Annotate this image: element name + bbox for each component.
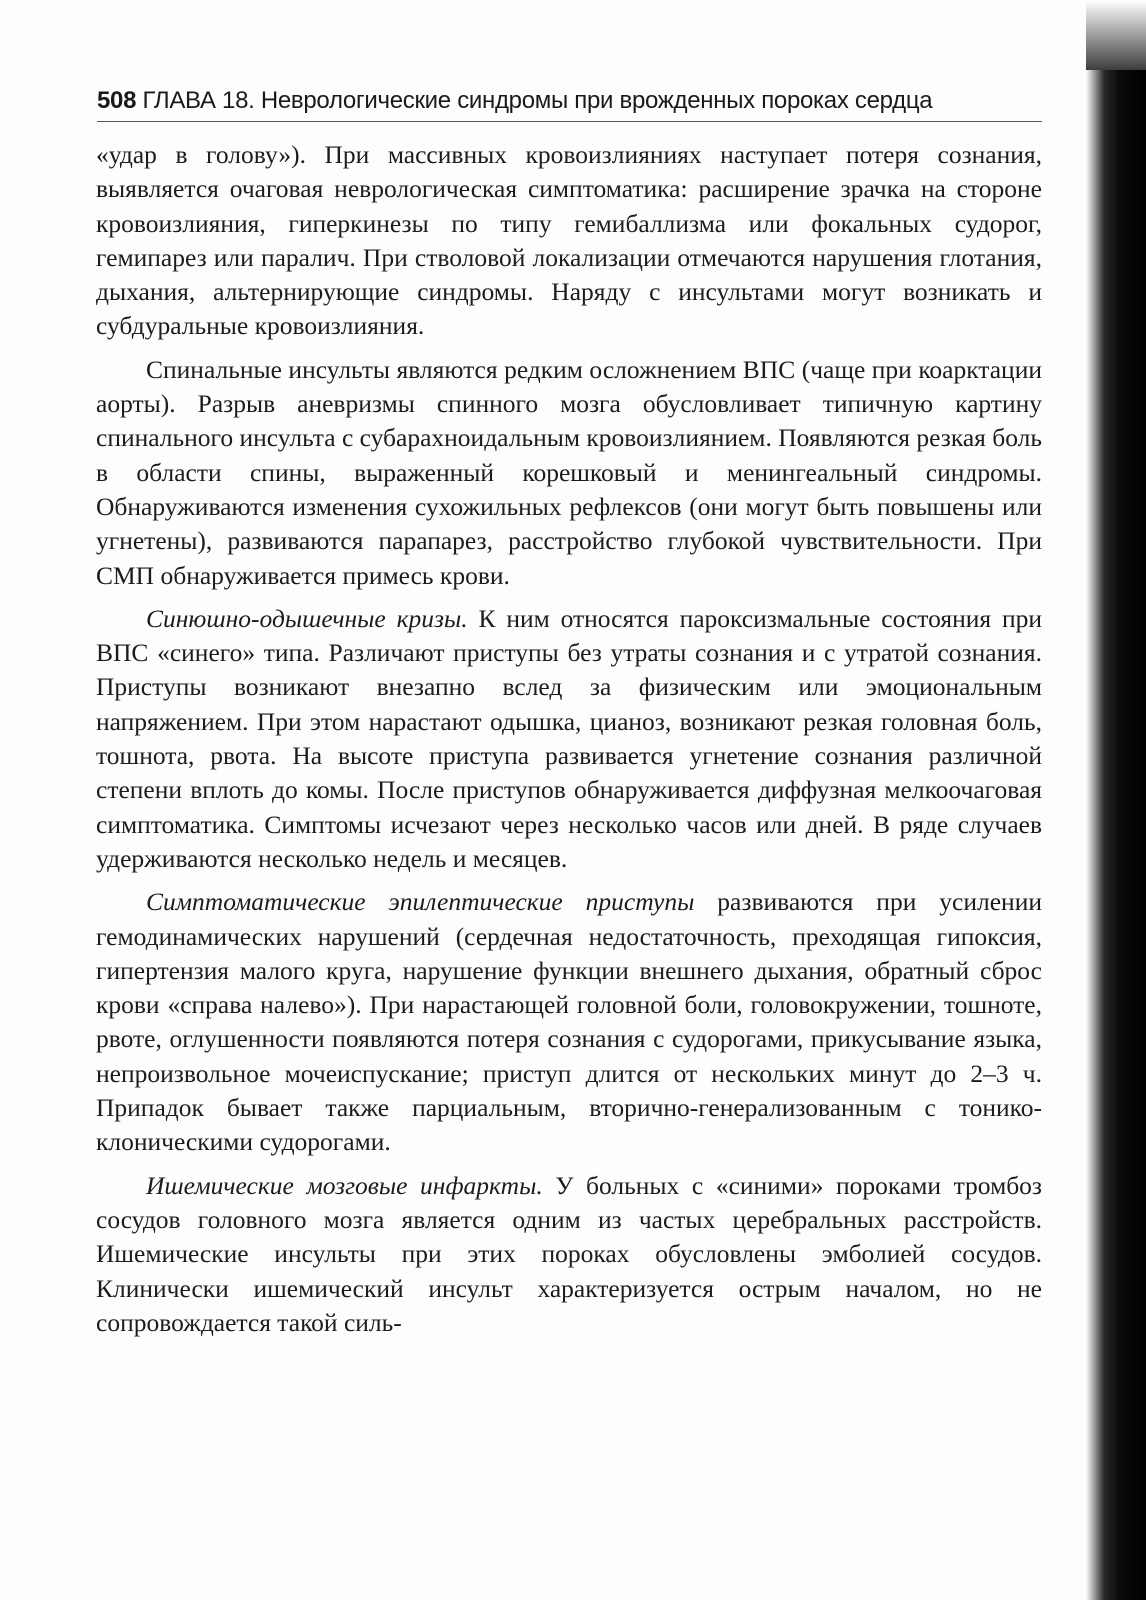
- book-spine-shadow-top: [1086, 0, 1146, 70]
- paragraph-5-text: У больных с «синими» пороками тромбоз сосудов головного мозга является одним из частых церебральных расстройств. Ишемические инсульты при этих пороках обусловлены эмболией сосудов. Клинически ишемический инсульт характеризуется острым началом, но не сопровождается такой силь-: [96, 1170, 1042, 1337]
- paragraph-4: [96, 885, 1042, 1159]
- paragraph-2: Спинальные инсульты являются редким осложнением ВПС (чаще при коарктации аорты). Разрыв аневризмы спинного мозга обусловливает типичную картину спинального инсульта с субарахноидальным кровоизлиянием. Появляются резкая боль в области спины, выраженный корешковый и менингеальный синдромы. Обнаруживаются изменения сухожильных рефлексов (они могут быть повышены или угнетены), развиваются парапарез, расстройство глубокой чувствительности. При СМП обнаруживается примесь крови.: [96, 354, 1042, 590]
- paragraph-5-heading: Ишемические мозговые инфаркты.: [146, 1170, 543, 1200]
- page-number: 508: [97, 87, 137, 114]
- book-spine-shadow: [1086, 70, 1146, 1600]
- paragraph-3-heading: Синюшно-одышечные кризы.: [146, 603, 468, 633]
- paragraph-3-text: К ним относятся пароксизмальные состояния при ВПС «синего» типа. Различают приступы без утраты сознания и с утратой сознания. Приступы возникают внезапно вслед за физическим или эмоциональным напряжением. При этом нарастают одышка, цианоз, возникают резкая головная боль, тошнота, рвота. На высоте приступа развивается угнетение сознания различной степени вплоть до комы. После приступов обнаруживается диффузная мелкоочаговая симптоматика. Симптомы исчезают через несколько часов или дней. В ряде случаев удерживаются несколько недель и месяцев.: [96, 603, 1042, 873]
- paragraph-5: [96, 1169, 1042, 1340]
- paragraph-1: «удар в голову»). При массивных кровоизлияниях наступает потеря сознания, выявляется очаговая неврологическая симптоматика: расширение зрачка на стороне кровоизлияния, гиперкинезы по типу гемибаллизма или фокальных судорог, гемипарез или паралич. При стволовой локализации отмечаются нарушения глотания, дыхания, альтернирующие синдромы. Наряду с инсультами могут возникать и субдуральные кровоизлияния.: [96, 140, 1042, 341]
- paragraph-4-heading: Симптоматические эпилептические приступы: [146, 887, 695, 917]
- paragraph-3: [96, 602, 1042, 876]
- body-text: [96, 138, 1042, 1349]
- paragraph-4-text: развиваются при усилении гемодинамических нарушений (сердечная недостаточность, преходящая гипоксия, гипертензия малого круга, нарушение функции внешнего дыхания, обратный сброс крови «справа налево»). При нарастающей головной боли, головокружении, тошноте, рвоте, оглушенности появляются потеря сознания с судорогами, прикусывание языка, непроизвольное мочеиспускание; приступ длится от нескольких минут до 2–3 ч. Припадок бывает также парциальным, вторично-генерализованным с тонико-клоническими судорогами.: [96, 887, 1042, 1157]
- running-header: [97, 86, 1042, 120]
- chapter-title: ГЛАВА 18. Неврологические синдромы при врожденных пороках сердца: [142, 87, 933, 114]
- header-rule: [97, 121, 1042, 122]
